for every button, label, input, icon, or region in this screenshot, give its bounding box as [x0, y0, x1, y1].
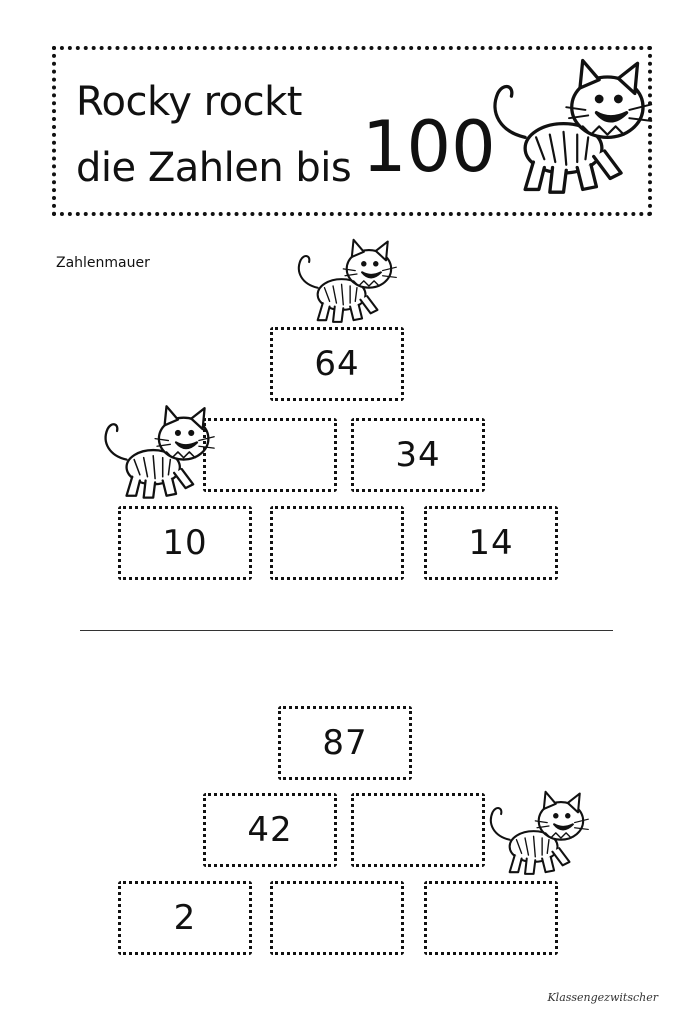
wall-brick-bottom-middle[interactable]: [270, 881, 404, 955]
title-number: 100: [362, 106, 496, 188]
section-divider: [80, 630, 613, 631]
wall-brick-top[interactable]: 64: [270, 327, 404, 401]
section-label: Zahlenmauer: [56, 255, 150, 271]
wall-brick-middle-right[interactable]: 34: [351, 418, 485, 492]
title-line-1: Rocky rockt: [76, 79, 302, 125]
wall-brick-bottom-right[interactable]: [424, 881, 558, 955]
footer-credit: Klassengezwitscher: [547, 991, 658, 1004]
title-line-2: die Zahlen bis: [76, 145, 352, 191]
wall-brick-bottom-left[interactable]: 10: [118, 506, 252, 580]
wall-brick-middle-left[interactable]: 42: [203, 793, 337, 867]
cat-mascot-icon: [484, 786, 590, 878]
wall-brick-bottom-middle[interactable]: [270, 506, 404, 580]
wall-brick-top[interactable]: 87: [278, 706, 412, 780]
cat-mascot-icon: [98, 400, 216, 502]
wall-brick-bottom-left[interactable]: 2: [118, 881, 252, 955]
wall-brick-bottom-right[interactable]: 14: [424, 506, 558, 580]
cat-mascot-icon: [292, 234, 398, 326]
cat-mascot-icon: [484, 50, 654, 200]
title-box: [52, 46, 652, 216]
wall-brick-middle-left[interactable]: [203, 418, 337, 492]
wall-brick-middle-right[interactable]: [351, 793, 485, 867]
